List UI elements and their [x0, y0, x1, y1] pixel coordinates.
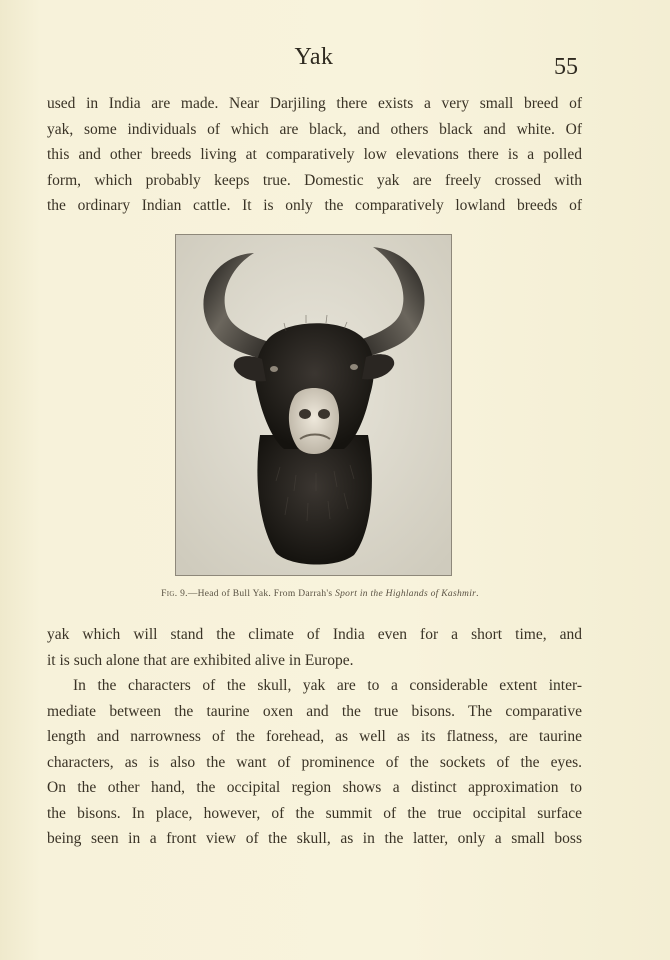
paragraph-top: [47, 91, 582, 219]
right-eye: [350, 364, 358, 370]
yak-neck-fur: [257, 435, 372, 565]
text-line: the ordinary Indian cattle. It is only the comparatively lowland breeds of: [47, 197, 582, 214]
paragraph-bottom: [47, 622, 582, 852]
text-line: mediate between the taurine oxen and the true bisons. The comparative: [47, 702, 582, 720]
right-nostril: [318, 409, 330, 419]
text-line: On the other hand, the occipital region shows a distinct approximation to: [47, 779, 582, 796]
text-line: this and other breeds living at comparatively low elevations there is a polled: [47, 146, 582, 163]
text-line: used in India are made. Near Darjiling there exists a very small breed of: [47, 95, 582, 112]
text-line: In the characters of the skull, yak are to a considerable extent inter-: [73, 677, 582, 694]
text-line: yak, some individuals of which are black, and others black and white. Of: [47, 120, 582, 138]
text-line: characters, as is also the want of prominence of the sockets of the eyes.: [47, 753, 582, 771]
text-line: length and narrowness of the forehead, as well as its flatness, are taurine: [47, 728, 582, 745]
caption-source-title: Sport in the Highlands of Kashmir: [335, 589, 477, 599]
text-line: form, which probably keeps true. Domestic yak are freely crossed with: [47, 171, 582, 189]
figure-plate-yak-head: [175, 234, 452, 576]
page-number: 55: [554, 54, 578, 80]
text-line: being seen in a front view of the skull, as in the latter, only a small boss: [47, 830, 582, 847]
left-eye: [270, 366, 278, 372]
figure-label: Fig. 9.: [161, 589, 188, 599]
running-head: [0, 44, 670, 80]
running-title: Yak: [294, 44, 334, 70]
caption-text: —Head of Bull Yak. From Darrah's: [187, 589, 336, 599]
text-line: yak which will stand the climate of India even for a short time, and: [47, 626, 582, 643]
muzzle: [289, 388, 339, 454]
left-nostril: [299, 409, 311, 419]
text-line: the bisons. In place, however, of the summit of the true occipital surface: [47, 804, 582, 822]
yak-head-illustration: [176, 235, 451, 575]
text-line: it is such alone that are exhibited alive in Europe.: [47, 651, 354, 669]
figure-caption: [0, 589, 640, 599]
caption-end: .: [476, 589, 479, 599]
